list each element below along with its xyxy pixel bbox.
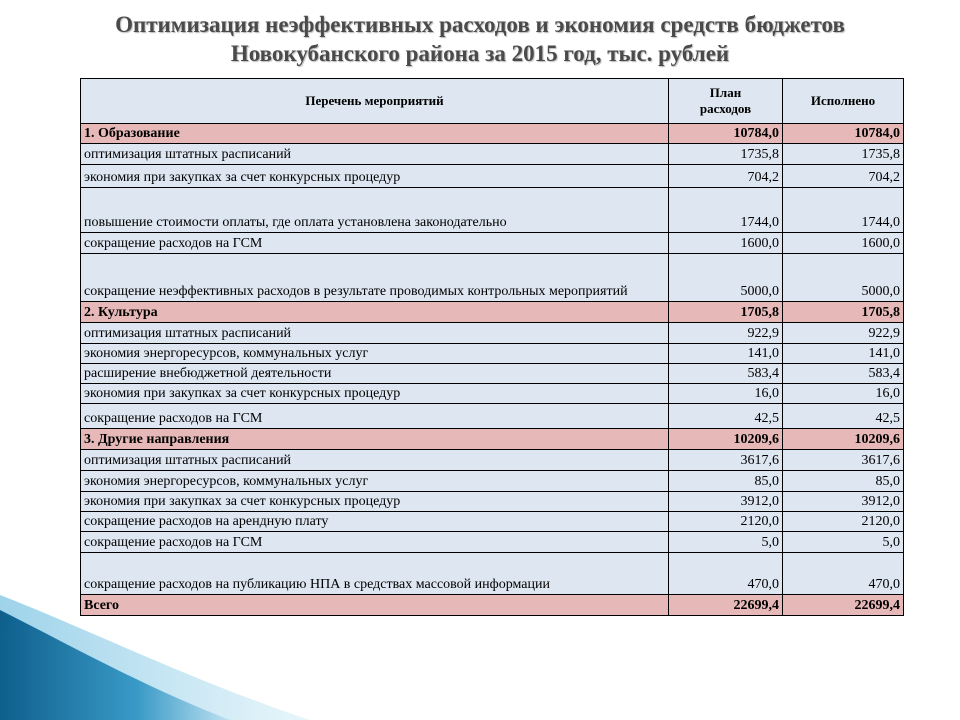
- section-row: [81, 124, 904, 144]
- cell-done-value: 583,4: [783, 364, 904, 384]
- table-row: [81, 144, 904, 165]
- table-row: [81, 364, 904, 384]
- cell-done-value: 141,0: [783, 344, 904, 364]
- cell-done-value: 922,9: [783, 323, 904, 344]
- cell-measure-name: 1. Образование: [81, 124, 669, 144]
- table-row: [81, 384, 904, 404]
- table-row: [81, 323, 904, 344]
- table-row: [81, 344, 904, 364]
- cell-measure-name: экономия при закупках за счет конкурсных процедур: [81, 165, 669, 188]
- cell-plan-value: 1735,8: [669, 144, 783, 165]
- cell-done-value: 704,2: [783, 165, 904, 188]
- table-row: [81, 492, 904, 512]
- cell-done-value: 470,0: [783, 553, 904, 595]
- cell-measure-name: 2. Культура: [81, 302, 669, 323]
- cell-measure-name: экономия при закупках за счет конкурсных процедур: [81, 492, 669, 512]
- cell-done-value: 22699,4: [783, 595, 904, 616]
- cell-measure-name: сокращение неэффективных расходов в результате проводимых контрольных мероприятий: [81, 254, 669, 302]
- cell-plan-value: 3617,6: [669, 450, 783, 471]
- table-row: [81, 233, 904, 254]
- cell-done-value: 3617,6: [783, 450, 904, 471]
- section-row: [81, 429, 904, 450]
- section-row: [81, 302, 904, 323]
- table-header-row: [81, 79, 904, 124]
- table-row: [81, 512, 904, 532]
- cell-measure-name: расширение внебюджетной деятельности: [81, 364, 669, 384]
- cell-measure-name: сокращение расходов на публикацию НПА в средствах массовой информации: [81, 553, 669, 595]
- cell-plan-value: 42,5: [669, 404, 783, 429]
- cell-done-value: 16,0: [783, 384, 904, 404]
- cell-done-value: 5000,0: [783, 254, 904, 302]
- cell-measure-name: сокращение расходов на ГСМ: [81, 404, 669, 429]
- cell-measure-name: оптимизация штатных расписаний: [81, 323, 669, 344]
- table-row: [81, 404, 904, 429]
- cell-plan-value: 10784,0: [669, 124, 783, 144]
- cell-measure-name: экономия при закупках за счет конкурсных процедур: [81, 384, 669, 404]
- cell-done-value: 10209,6: [783, 429, 904, 450]
- cell-done-value: 3912,0: [783, 492, 904, 512]
- slide-title: [20, 10, 940, 68]
- cell-plan-value: 470,0: [669, 553, 783, 595]
- cell-measure-name: оптимизация штатных расписаний: [81, 144, 669, 165]
- cell-done-value: 10784,0: [783, 124, 904, 144]
- cell-done-value: 5,0: [783, 532, 904, 553]
- table-row: [81, 471, 904, 492]
- cell-measure-name: 3. Другие направления: [81, 429, 669, 450]
- slide-title-line-2: Новокубанского района за 2015 год, тыс. рублей: [230, 41, 730, 66]
- cell-done-value: 42,5: [783, 404, 904, 429]
- cell-measure-name: сокращение расходов на ГСМ: [81, 532, 669, 553]
- cell-measure-name: сокращение расходов на арендную плату: [81, 512, 669, 532]
- cell-done-value: 1735,8: [783, 144, 904, 165]
- cell-plan-value: 141,0: [669, 344, 783, 364]
- column-header-plan-line-1: План: [709, 85, 742, 100]
- cell-plan-value: 10209,6: [669, 429, 783, 450]
- table-row: [81, 450, 904, 471]
- table-row: [81, 165, 904, 188]
- cell-plan-value: 922,9: [669, 323, 783, 344]
- budget-table: [80, 78, 904, 616]
- cell-plan-value: 5000,0: [669, 254, 783, 302]
- cell-done-value: 1744,0: [783, 188, 904, 233]
- cell-plan-value: 85,0: [669, 471, 783, 492]
- cell-measure-name: сокращение расходов на ГСМ: [81, 233, 669, 254]
- cell-plan-value: 16,0: [669, 384, 783, 404]
- cell-plan-value: 1705,8: [669, 302, 783, 323]
- cell-plan-value: 5,0: [669, 532, 783, 553]
- cell-done-value: 1705,8: [783, 302, 904, 323]
- cell-plan-value: 704,2: [669, 165, 783, 188]
- table-row: [81, 553, 904, 595]
- cell-plan-value: 22699,4: [669, 595, 783, 616]
- column-header-name: Перечень мероприятий: [81, 79, 669, 124]
- column-header-done: Исполнено: [783, 79, 904, 124]
- cell-measure-name: повышение стоимости оплаты, где оплата установлена законодательно: [81, 188, 669, 233]
- cell-plan-value: 2120,0: [669, 512, 783, 532]
- column-header-plan-line-2: расходов: [699, 101, 752, 116]
- cell-measure-name: экономия энергоресурсов, коммунальных услуг: [81, 344, 669, 364]
- cell-measure-name: Всего: [81, 595, 669, 616]
- table-row: [81, 188, 904, 233]
- cell-plan-value: 1744,0: [669, 188, 783, 233]
- cell-measure-name: оптимизация штатных расписаний: [81, 450, 669, 471]
- table-row: [81, 254, 904, 302]
- cell-plan-value: 1600,0: [669, 233, 783, 254]
- cell-measure-name: экономия энергоресурсов, коммунальных услуг: [81, 471, 669, 492]
- cell-done-value: 85,0: [783, 471, 904, 492]
- cell-plan-value: 583,4: [669, 364, 783, 384]
- cell-plan-value: 3912,0: [669, 492, 783, 512]
- table-row: [81, 532, 904, 553]
- cell-done-value: 1600,0: [783, 233, 904, 254]
- column-header-plan: [669, 79, 783, 124]
- slide-title-line-1: Оптимизация неэффективных расходов и экономия средств бюджетов: [115, 12, 845, 37]
- section-row: [81, 595, 904, 616]
- cell-done-value: 2120,0: [783, 512, 904, 532]
